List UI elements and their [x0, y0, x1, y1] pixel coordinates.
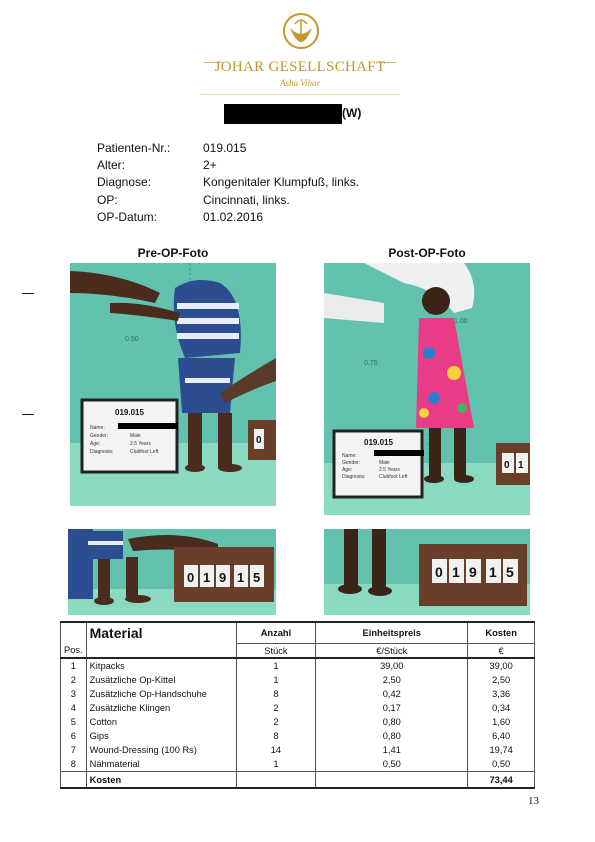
pre-op-photo	[70, 263, 276, 506]
total-value: 73,44	[468, 772, 535, 789]
info-row-age	[97, 157, 359, 174]
info-value: Cincinnati, links.	[203, 192, 290, 207]
redacted-patient-name	[224, 104, 342, 124]
table-header-row	[61, 622, 535, 644]
header-unit-price: Einheitspreis	[316, 622, 468, 644]
page-number: 13	[528, 795, 539, 807]
svg-text:0: 0	[504, 460, 510, 471]
header-cost-unit: €	[468, 644, 535, 659]
table-row: 7 Wound-Dressing (100 Rs) 14 1,41 19,74	[61, 743, 535, 757]
table-row: 6 Gips 8 0,80 6,40	[61, 729, 535, 743]
post-op-photo	[324, 263, 530, 515]
patient-info	[97, 140, 359, 226]
table-row: 3 Zusätzliche Op-Handschuhe 8 0,42 3,36	[61, 687, 535, 701]
pre-op-closeup-illustration	[68, 529, 276, 615]
post-op-photo-illustration	[324, 263, 530, 515]
svg-text:5: 5	[253, 570, 261, 585]
svg-text:0: 0	[435, 564, 443, 580]
header-quantity: Anzahl	[236, 622, 316, 644]
header-cost: Kosten	[468, 622, 535, 644]
material-cost-table	[60, 621, 535, 789]
pre-op-photo-illustration	[70, 263, 276, 506]
table-row: 2 Zusätzliche Op-Kittel 1 2,50 2,50	[61, 673, 535, 687]
post-op-closeup-photo	[324, 529, 530, 615]
card-id: 019.015	[115, 408, 144, 417]
svg-text:1: 1	[237, 570, 245, 585]
card-id: 019.015	[364, 438, 393, 447]
info-row-patient-number	[97, 140, 359, 157]
info-label: Alter:	[97, 158, 126, 173]
info-value: 019.015	[203, 141, 247, 155]
svg-text:Age:: Age:	[342, 467, 353, 473]
margin-mark	[22, 414, 34, 415]
post-op-closeup-illustration	[324, 529, 530, 615]
header-pos: Pos.	[61, 644, 87, 659]
svg-text:Name:: Name:	[342, 453, 357, 459]
info-value: 01.02.2016	[203, 209, 264, 224]
header-unit-price-unit: €/Stück	[316, 644, 468, 659]
info-row-op-date	[97, 209, 359, 226]
ruler-mark: 0.50	[125, 336, 139, 343]
info-value: Kongenitaler Klumpfuß, links.	[203, 175, 360, 190]
table-row: 4 Zusätzliche Klingen 2 0,17 0,34	[61, 701, 535, 715]
svg-text:5: 5	[506, 564, 514, 580]
logo-name: JOHAR GESELLSCHAFT	[214, 59, 386, 75]
info-row-operation	[97, 192, 359, 209]
organization-logo	[200, 12, 400, 97]
svg-text:Diagnosis:: Diagnosis:	[90, 449, 114, 455]
svg-text:1: 1	[518, 460, 524, 471]
svg-text:Clubfoot Left: Clubfoot Left	[130, 449, 159, 455]
logo-emblem-icon	[282, 12, 320, 50]
info-label: Patienten-Nr.:	[97, 141, 171, 155]
table-row: 5 Cotton 2 0,80 1,60	[61, 715, 535, 729]
logo-underline	[200, 94, 400, 95]
logo-subtitle: Asha Vihar	[279, 78, 321, 88]
svg-text:1: 1	[489, 564, 497, 580]
table-unit-row	[61, 644, 535, 659]
info-value: 2+	[203, 158, 217, 173]
table-row: 1 Kitpacks 1 39,00 39,00	[61, 658, 535, 673]
svg-text:0.75: 0.75	[364, 360, 378, 367]
margin-mark	[22, 293, 34, 294]
header-material: Material	[86, 622, 236, 644]
svg-text:2.5 Years: 2.5 Years	[130, 441, 151, 447]
table-total-row	[61, 772, 535, 789]
pre-op-photo-title: Pre-OP-Foto	[137, 246, 209, 260]
svg-text:1: 1	[203, 570, 211, 585]
pre-op-closeup-photo	[68, 529, 276, 615]
info-label: OP-Datum:	[97, 209, 158, 224]
svg-text:Male: Male	[130, 433, 141, 439]
info-label: Diagnose:	[97, 175, 152, 190]
svg-text:Gender:: Gender:	[342, 460, 361, 466]
info-row-diagnosis	[97, 174, 359, 191]
svg-text:Gender:: Gender:	[90, 433, 109, 439]
svg-text:Male: Male	[379, 460, 390, 466]
header-quantity-unit: Stück	[236, 644, 316, 659]
post-op-photo-title: Post-OP-Foto	[388, 246, 466, 260]
total-label: Kosten	[86, 772, 236, 789]
patient-gender-marker: (W)	[342, 106, 362, 120]
table-row: 8 Nähmaterial 1 0,50 0,50	[61, 757, 535, 772]
svg-text:Clubfoot Left: Clubfoot Left	[379, 474, 408, 480]
svg-text:2.5 Years: 2.5 Years	[379, 467, 400, 473]
svg-text:1: 1	[452, 564, 460, 580]
info-label: OP:	[97, 192, 118, 207]
svg-text:Name:: Name:	[90, 425, 105, 431]
svg-text:9: 9	[469, 564, 477, 580]
svg-text:Age:: Age:	[90, 441, 101, 447]
svg-text:0: 0	[256, 435, 262, 446]
svg-text:0: 0	[187, 570, 195, 585]
svg-text:9: 9	[219, 570, 227, 585]
svg-text:Diagnosis:: Diagnosis:	[342, 474, 366, 480]
svg-text:1.00: 1.00	[454, 318, 468, 325]
